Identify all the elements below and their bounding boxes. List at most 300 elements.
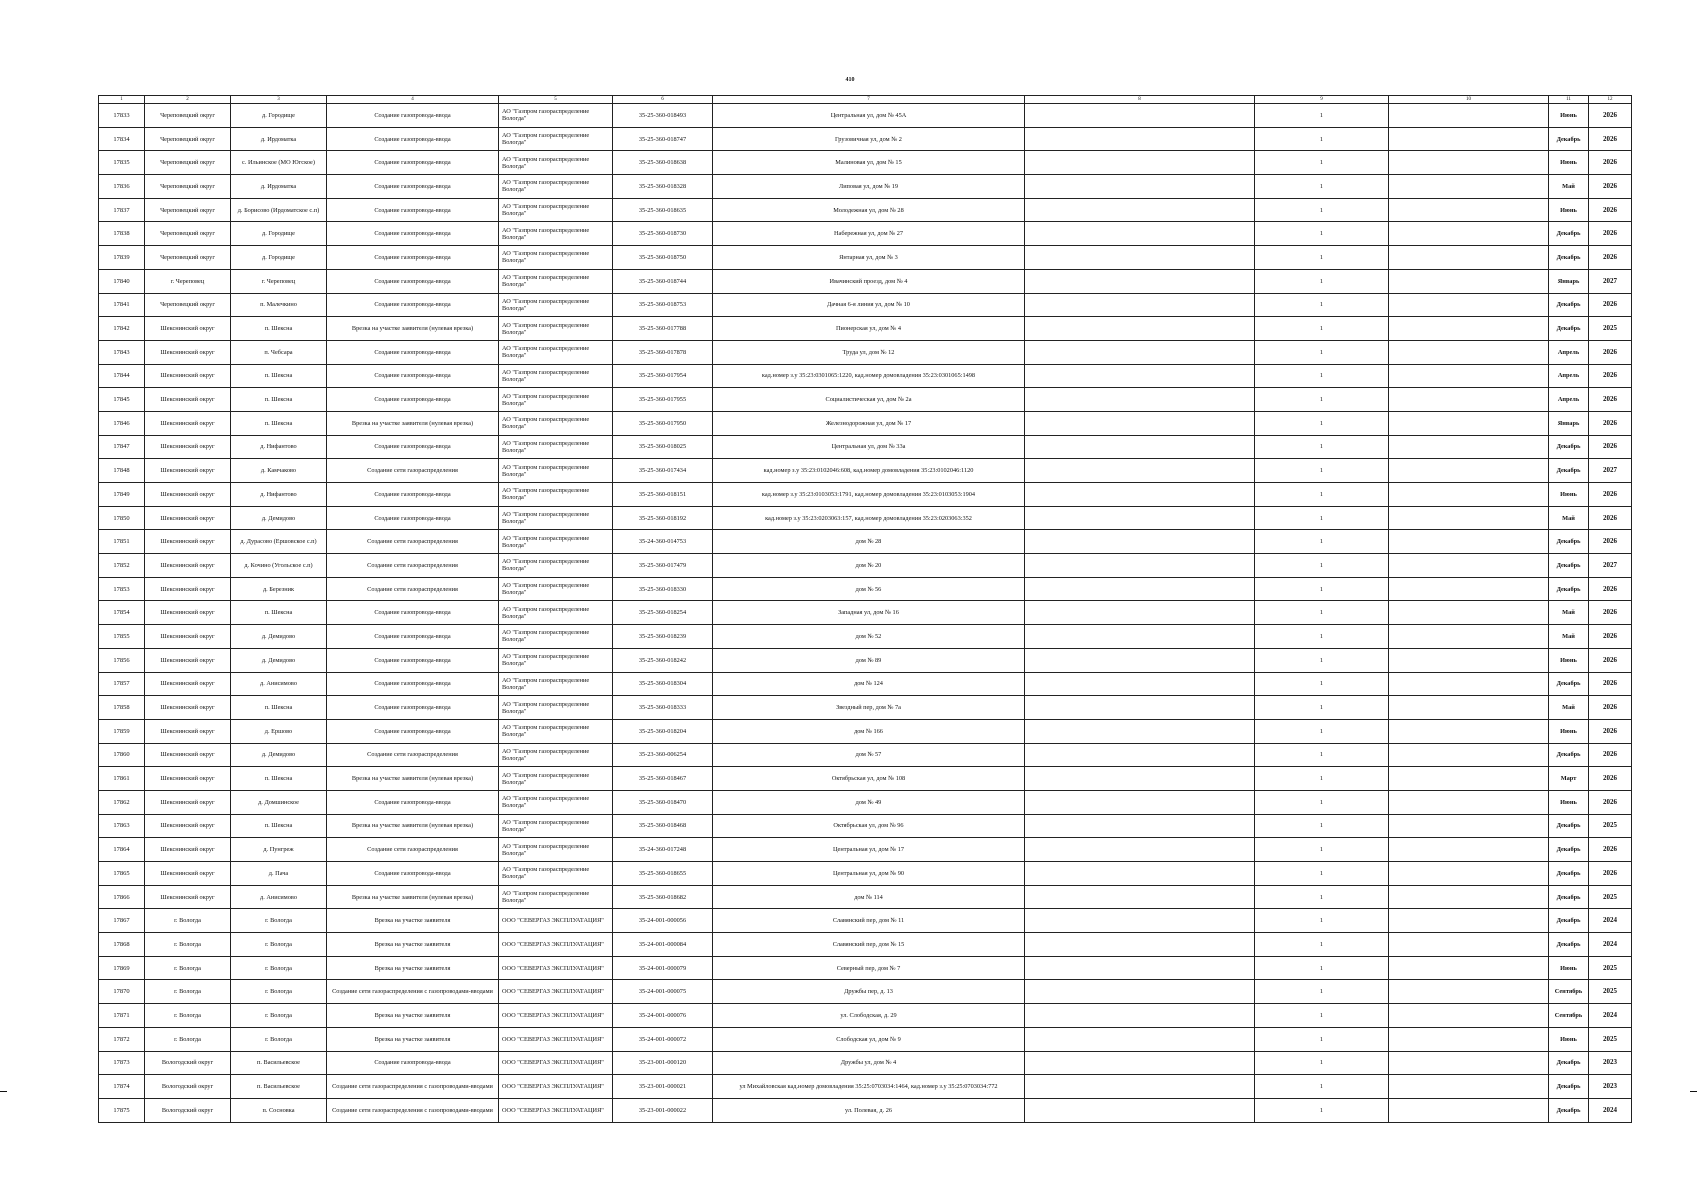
year-cell: 2026 <box>1589 530 1632 554</box>
organization-cell: АО "Газпром газораспределение Вологда" <box>499 648 613 672</box>
row-number-cell: 17858 <box>99 696 145 720</box>
organization-cell: АО "Газпром газораспределение Вологда" <box>499 483 613 507</box>
column-10-cell <box>1389 388 1549 412</box>
address-cell: кад.номер з.у 35:23:0102046:608, кад.номер домовладения 35:23:0102046:1120 <box>713 459 1025 483</box>
application-number-cell: 35-25-360-018025 <box>613 435 713 459</box>
month-cell: Декабрь <box>1549 435 1589 459</box>
district-cell: Череповецкий округ <box>145 127 231 151</box>
organization-cell: АО "Газпром газораспределение Вологда" <box>499 364 613 388</box>
column-8-cell <box>1025 506 1255 530</box>
application-number-cell: 35-25-360-018744 <box>613 269 713 293</box>
application-number-cell: 35-25-360-018655 <box>613 862 713 886</box>
work-type-cell: Создание газопровода-ввода <box>327 175 499 199</box>
address-cell: Молодежная ул, дом № 28 <box>713 198 1025 222</box>
column-8-cell <box>1025 293 1255 317</box>
row-number-cell: 17873 <box>99 1051 145 1075</box>
column-10-cell <box>1389 554 1549 578</box>
district-cell: Шекснинский округ <box>145 554 231 578</box>
quantity-cell: 1 <box>1255 1098 1389 1122</box>
work-type-cell: Создание сети газораспределения <box>327 530 499 554</box>
address-cell: дом № 28 <box>713 530 1025 554</box>
column-10-cell <box>1389 956 1549 980</box>
table-row <box>99 293 1632 317</box>
column-8-cell <box>1025 364 1255 388</box>
locality-cell: д. Камчаково <box>231 459 327 483</box>
month-cell: Декабрь <box>1549 862 1589 886</box>
district-cell: Шекснинский округ <box>145 767 231 791</box>
district-cell: Череповецкий округ <box>145 222 231 246</box>
organization-cell: АО "Газпром газораспределение Вологда" <box>499 672 613 696</box>
column-10-cell <box>1389 364 1549 388</box>
year-cell: 2026 <box>1589 672 1632 696</box>
column-8-cell <box>1025 625 1255 649</box>
quantity-cell: 1 <box>1255 956 1389 980</box>
quantity-cell: 1 <box>1255 104 1389 128</box>
column-number: 12 <box>1589 96 1632 104</box>
month-cell: Июнь <box>1549 648 1589 672</box>
district-cell: Шекснинский округ <box>145 317 231 341</box>
column-10-cell <box>1389 885 1549 909</box>
column-10-cell <box>1389 577 1549 601</box>
address-cell: дом № 57 <box>713 743 1025 767</box>
work-type-cell: Создание сети газораспределения <box>327 554 499 578</box>
application-number-cell: 35-25-360-017434 <box>613 459 713 483</box>
organization-cell: АО "Газпром газораспределение Вологда" <box>499 222 613 246</box>
table-row <box>99 269 1632 293</box>
locality-cell: г. Вологда <box>231 1027 327 1051</box>
column-10-cell <box>1389 198 1549 222</box>
quantity-cell: 1 <box>1255 909 1389 933</box>
year-cell: 2024 <box>1589 1098 1632 1122</box>
locality-cell: д. Городище <box>231 222 327 246</box>
month-cell: Декабрь <box>1549 885 1589 909</box>
month-cell: Декабрь <box>1549 1075 1589 1099</box>
work-type-cell: Врезка на участке заявителя (нулевая врезка) <box>327 411 499 435</box>
application-number-cell: 35-25-360-018468 <box>613 814 713 838</box>
month-cell: Июнь <box>1549 104 1589 128</box>
work-type-cell: Создание газопровода-ввода <box>327 364 499 388</box>
row-number-cell: 17851 <box>99 530 145 554</box>
district-cell: Вологодский округ <box>145 1098 231 1122</box>
address-cell: дом № 124 <box>713 672 1025 696</box>
application-number-cell: 35-23-001-000120 <box>613 1051 713 1075</box>
year-cell: 2025 <box>1589 1027 1632 1051</box>
address-cell: Набережная ул, дом № 27 <box>713 222 1025 246</box>
locality-cell: п. Чебсара <box>231 340 327 364</box>
year-cell: 2026 <box>1589 364 1632 388</box>
quantity-cell: 1 <box>1255 767 1389 791</box>
quantity-cell: 1 <box>1255 933 1389 957</box>
quantity-cell: 1 <box>1255 483 1389 507</box>
district-cell: Шекснинский округ <box>145 743 231 767</box>
column-10-cell <box>1389 1051 1549 1075</box>
column-10-cell <box>1389 696 1549 720</box>
application-number-cell: 35-25-360-018635 <box>613 198 713 222</box>
column-8-cell <box>1025 933 1255 957</box>
column-8-cell <box>1025 648 1255 672</box>
year-cell: 2026 <box>1589 838 1632 862</box>
column-10-cell <box>1389 175 1549 199</box>
month-cell: Декабрь <box>1549 459 1589 483</box>
address-cell: Северный пер, дом № 7 <box>713 956 1025 980</box>
application-number-cell: 35-25-360-017878 <box>613 340 713 364</box>
district-cell: г. Вологда <box>145 1027 231 1051</box>
row-number-cell: 17838 <box>99 222 145 246</box>
organization-cell: АО "Газпром газораспределение Вологда" <box>499 293 613 317</box>
organization-cell: ООО "СЕВЕРГАЗ ЭКСПЛУАТАЦИЯ" <box>499 1004 613 1028</box>
work-type-cell: Врезка на участке заявителя (нулевая врезка) <box>327 767 499 791</box>
column-8-cell <box>1025 838 1255 862</box>
work-type-cell: Создание газопровода-ввода <box>327 388 499 412</box>
organization-cell: АО "Газпром газораспределение Вологда" <box>499 246 613 270</box>
table-row <box>99 246 1632 270</box>
organization-cell: АО "Газпром газораспределение Вологда" <box>499 317 613 341</box>
work-type-cell: Врезка на участке заявителя (нулевая врезка) <box>327 885 499 909</box>
quantity-cell: 1 <box>1255 719 1389 743</box>
quantity-cell: 1 <box>1255 1075 1389 1099</box>
address-cell: Центральная ул, дом № 33а <box>713 435 1025 459</box>
locality-cell: п. Васильевское <box>231 1075 327 1099</box>
row-number-cell: 17837 <box>99 198 145 222</box>
application-number-cell: 35-25-360-017950 <box>613 411 713 435</box>
column-8-cell <box>1025 790 1255 814</box>
column-8-cell <box>1025 577 1255 601</box>
organization-cell: АО "Газпром газораспределение Вологда" <box>499 696 613 720</box>
column-10-cell <box>1389 1027 1549 1051</box>
district-cell: г. Вологда <box>145 956 231 980</box>
year-cell: 2026 <box>1589 151 1632 175</box>
organization-cell: ООО "СЕВЕРГАЗ ЭКСПЛУАТАЦИЯ" <box>499 980 613 1004</box>
organization-cell: АО "Газпром газораспределение Вологда" <box>499 151 613 175</box>
address-cell: Славянский пер, дом № 15 <box>713 933 1025 957</box>
district-cell: Череповецкий округ <box>145 104 231 128</box>
locality-cell: д. Демидово <box>231 743 327 767</box>
table-row <box>99 198 1632 222</box>
work-type-cell: Создание газопровода-ввода <box>327 506 499 530</box>
year-cell: 2026 <box>1589 340 1632 364</box>
address-cell: Труда ул, дом № 12 <box>713 340 1025 364</box>
organization-cell: АО "Газпром газораспределение Вологда" <box>499 127 613 151</box>
year-cell: 2026 <box>1589 198 1632 222</box>
application-number-cell: 35-24-001-000056 <box>613 909 713 933</box>
organization-cell: АО "Газпром газораспределение Вологда" <box>499 767 613 791</box>
table-row <box>99 601 1632 625</box>
column-8-cell <box>1025 672 1255 696</box>
quantity-cell: 1 <box>1255 885 1389 909</box>
district-cell: Череповецкий округ <box>145 293 231 317</box>
row-number-cell: 17845 <box>99 388 145 412</box>
year-cell: 2025 <box>1589 885 1632 909</box>
locality-cell: д. Ершово <box>231 719 327 743</box>
address-cell: Ивачинский проезд, дом № 4 <box>713 269 1025 293</box>
district-cell: Шекснинский округ <box>145 862 231 886</box>
column-10-cell <box>1389 435 1549 459</box>
table-row <box>99 317 1632 341</box>
column-8-cell <box>1025 317 1255 341</box>
table-row <box>99 554 1632 578</box>
address-cell: Славянский пер, дом № 11 <box>713 909 1025 933</box>
table-row <box>99 151 1632 175</box>
work-type-cell: Создание сети газораспределения с газопроводами-вводами <box>327 980 499 1004</box>
organization-cell: АО "Газпром газораспределение Вологда" <box>499 601 613 625</box>
district-cell: г. Вологда <box>145 933 231 957</box>
month-cell: Декабрь <box>1549 293 1589 317</box>
organization-cell: АО "Газпром газораспределение Вологда" <box>499 340 613 364</box>
district-cell: Шекснинский округ <box>145 719 231 743</box>
column-10-cell <box>1389 1004 1549 1028</box>
year-cell: 2026 <box>1589 743 1632 767</box>
organization-cell: ООО "СЕВЕРГАЗ ЭКСПЛУАТАЦИЯ" <box>499 956 613 980</box>
application-number-cell: 35-25-360-018151 <box>613 483 713 507</box>
application-number-cell: 35-25-360-018638 <box>613 151 713 175</box>
locality-cell: г. Вологда <box>231 909 327 933</box>
table-row <box>99 1075 1632 1099</box>
application-number-cell: 35-24-001-000076 <box>613 1004 713 1028</box>
month-cell: Декабрь <box>1549 1051 1589 1075</box>
work-type-cell: Создание газопровода-ввода <box>327 696 499 720</box>
locality-cell: д. Ирдоматка <box>231 127 327 151</box>
table-row <box>99 577 1632 601</box>
table-row <box>99 743 1632 767</box>
quantity-cell: 1 <box>1255 435 1389 459</box>
organization-cell: АО "Газпром газораспределение Вологда" <box>499 885 613 909</box>
quantity-cell: 1 <box>1255 1004 1389 1028</box>
work-type-cell: Создание газопровода-ввода <box>327 672 499 696</box>
year-cell: 2025 <box>1589 317 1632 341</box>
organization-cell: АО "Газпром газораспределение Вологда" <box>499 554 613 578</box>
application-number-cell: 35-23-360-006254 <box>613 743 713 767</box>
address-cell: Центральная ул, дом № 17 <box>713 838 1025 862</box>
work-type-cell: Создание газопровода-ввода <box>327 222 499 246</box>
address-cell: дом № 52 <box>713 625 1025 649</box>
organization-cell: АО "Газпром газораспределение Вологда" <box>499 104 613 128</box>
organization-cell: ООО "СЕВЕРГАЗ ЭКСПЛУАТАЦИЯ" <box>499 1098 613 1122</box>
row-number-cell: 17869 <box>99 956 145 980</box>
address-cell: Железнодорожная ул, дом № 17 <box>713 411 1025 435</box>
month-cell: Декабрь <box>1549 743 1589 767</box>
address-cell: Пионерская ул, дом № 4 <box>713 317 1025 341</box>
address-cell: Грузовичная ул, дом № 2 <box>713 127 1025 151</box>
quantity-cell: 1 <box>1255 175 1389 199</box>
application-number-cell: 35-25-360-018493 <box>613 104 713 128</box>
district-cell: Шекснинский округ <box>145 885 231 909</box>
address-cell: Малиновая ул, дом № 15 <box>713 151 1025 175</box>
application-number-cell: 35-25-360-017788 <box>613 317 713 341</box>
district-cell: Шекснинский округ <box>145 577 231 601</box>
table-row <box>99 340 1632 364</box>
organization-cell: ООО "СЕВЕРГАЗ ЭКСПЛУАТАЦИЯ" <box>499 1027 613 1051</box>
month-cell: Декабрь <box>1549 246 1589 270</box>
table-row <box>99 933 1632 957</box>
month-cell: Апрель <box>1549 388 1589 412</box>
work-type-cell: Врезка на участке заявителя <box>327 1027 499 1051</box>
column-10-cell <box>1389 269 1549 293</box>
row-number-cell: 17866 <box>99 885 145 909</box>
row-number-cell: 17868 <box>99 933 145 957</box>
year-cell: 2024 <box>1589 909 1632 933</box>
table-row <box>99 625 1632 649</box>
organization-cell: АО "Газпром газораспределение Вологда" <box>499 198 613 222</box>
locality-cell: д. Городище <box>231 246 327 270</box>
column-8-cell <box>1025 151 1255 175</box>
year-cell: 2026 <box>1589 293 1632 317</box>
column-10-cell <box>1389 648 1549 672</box>
column-10-cell <box>1389 127 1549 151</box>
district-cell: Шекснинский округ <box>145 696 231 720</box>
column-8-cell <box>1025 483 1255 507</box>
address-cell: кад.номер з.у 35:23:0103053:1791, кад.номер домовладения 35:23:0103053:1904 <box>713 483 1025 507</box>
quantity-cell: 1 <box>1255 696 1389 720</box>
table-row <box>99 909 1632 933</box>
work-type-cell: Врезка на участке заявителя (нулевая врезка) <box>327 317 499 341</box>
organization-cell: ООО "СЕВЕРГАЗ ЭКСПЛУАТАЦИЯ" <box>499 1051 613 1075</box>
column-8-cell <box>1025 909 1255 933</box>
district-cell: Череповецкий округ <box>145 246 231 270</box>
district-cell: Шекснинский округ <box>145 838 231 862</box>
district-cell: Вологодский округ <box>145 1051 231 1075</box>
month-cell: Май <box>1549 175 1589 199</box>
address-cell: Янтарная ул, дом № 3 <box>713 246 1025 270</box>
year-cell: 2026 <box>1589 719 1632 743</box>
row-number-cell: 17847 <box>99 435 145 459</box>
address-cell: ул. Полевая, д. 26 <box>713 1098 1025 1122</box>
work-type-cell: Врезка на участке заявителя <box>327 909 499 933</box>
row-number-cell: 17850 <box>99 506 145 530</box>
row-number-cell: 17860 <box>99 743 145 767</box>
district-cell: Шекснинский округ <box>145 601 231 625</box>
quantity-cell: 1 <box>1255 151 1389 175</box>
table-row <box>99 814 1632 838</box>
work-type-cell: Создание газопровода-ввода <box>327 293 499 317</box>
month-cell: Апрель <box>1549 340 1589 364</box>
column-10-cell <box>1389 743 1549 767</box>
application-number-cell: 35-25-360-018204 <box>613 719 713 743</box>
month-cell: Январь <box>1549 269 1589 293</box>
year-cell: 2026 <box>1589 506 1632 530</box>
district-cell: Шекснинский округ <box>145 790 231 814</box>
row-number-cell: 17862 <box>99 790 145 814</box>
column-number: 11 <box>1549 96 1589 104</box>
row-number-cell: 17872 <box>99 1027 145 1051</box>
year-cell: 2024 <box>1589 933 1632 957</box>
month-cell: Декабрь <box>1549 530 1589 554</box>
month-cell: Сентябрь <box>1549 980 1589 1004</box>
locality-cell: д. Дурасово (Ершовское с.п) <box>231 530 327 554</box>
locality-cell: п. Васильевское <box>231 1051 327 1075</box>
table-row <box>99 719 1632 743</box>
application-number-cell: 35-25-360-018192 <box>613 506 713 530</box>
quantity-cell: 1 <box>1255 648 1389 672</box>
quantity-cell: 1 <box>1255 340 1389 364</box>
locality-cell: п. Шексна <box>231 388 327 412</box>
row-number-cell: 17854 <box>99 601 145 625</box>
year-cell: 2027 <box>1589 269 1632 293</box>
application-number-cell: 35-25-360-018239 <box>613 625 713 649</box>
column-8-cell <box>1025 269 1255 293</box>
organization-cell: ООО "СЕВЕРГАЗ ЭКСПЛУАТАЦИЯ" <box>499 909 613 933</box>
quantity-cell: 1 <box>1255 1051 1389 1075</box>
work-type-cell: Создание газопровода-ввода <box>327 862 499 886</box>
year-cell: 2027 <box>1589 554 1632 578</box>
year-cell: 2024 <box>1589 1004 1632 1028</box>
work-type-cell: Врезка на участке заявителя <box>327 1004 499 1028</box>
column-10-cell <box>1389 246 1549 270</box>
column-8-cell <box>1025 435 1255 459</box>
column-8-cell <box>1025 340 1255 364</box>
organization-cell: АО "Газпром газораспределение Вологда" <box>499 719 613 743</box>
row-number-cell: 17852 <box>99 554 145 578</box>
locality-cell: п. Шексна <box>231 767 327 791</box>
locality-cell: д. Демидово <box>231 506 327 530</box>
column-number: 1 <box>99 96 145 104</box>
quantity-cell: 1 <box>1255 672 1389 696</box>
organization-cell: АО "Газпром газораспределение Вологда" <box>499 506 613 530</box>
address-cell: дом № 89 <box>713 648 1025 672</box>
work-type-cell: Создание газопровода-ввода <box>327 104 499 128</box>
month-cell: Декабрь <box>1549 577 1589 601</box>
address-cell: ул Михайловская кад.номер домовладения 35:25:0703034:1464, кад.номер з.у 35:25:0703034:772 <box>713 1075 1025 1099</box>
locality-cell: п. Шексна <box>231 317 327 341</box>
locality-cell: д. Березник <box>231 577 327 601</box>
column-10-cell <box>1389 767 1549 791</box>
column-number: 6 <box>613 96 713 104</box>
locality-cell: г. Вологда <box>231 956 327 980</box>
address-cell: Липовая ул, дом № 19 <box>713 175 1025 199</box>
month-cell: Июнь <box>1549 483 1589 507</box>
month-cell: Июнь <box>1549 198 1589 222</box>
application-number-cell: 35-25-360-018467 <box>613 767 713 791</box>
organization-cell: АО "Газпром газораспределение Вологда" <box>499 269 613 293</box>
row-number-cell: 17856 <box>99 648 145 672</box>
column-10-cell <box>1389 625 1549 649</box>
row-number-cell: 17864 <box>99 838 145 862</box>
column-10-cell <box>1389 862 1549 886</box>
left-margin-mark <box>0 1091 7 1092</box>
locality-cell: д. Нифантово <box>231 483 327 507</box>
organization-cell: АО "Газпром газораспределение Вологда" <box>499 175 613 199</box>
address-cell: дом № 166 <box>713 719 1025 743</box>
table-row <box>99 790 1632 814</box>
table-row <box>99 672 1632 696</box>
year-cell: 2026 <box>1589 127 1632 151</box>
column-8-cell <box>1025 530 1255 554</box>
row-number-cell: 17874 <box>99 1075 145 1099</box>
column-10-cell <box>1389 530 1549 554</box>
locality-cell: д. Демидово <box>231 648 327 672</box>
row-number-cell: 17861 <box>99 767 145 791</box>
locality-cell: д. Нифантово <box>231 435 327 459</box>
quantity-cell: 1 <box>1255 317 1389 341</box>
month-cell: Июнь <box>1549 1027 1589 1051</box>
locality-cell: п. Шексна <box>231 364 327 388</box>
application-number-cell: 35-25-360-017479 <box>613 554 713 578</box>
work-type-cell: Создание сети газораспределения <box>327 577 499 601</box>
column-10-cell <box>1389 814 1549 838</box>
column-10-cell <box>1389 790 1549 814</box>
table-row <box>99 388 1632 412</box>
column-8-cell <box>1025 885 1255 909</box>
locality-cell: д. Городище <box>231 104 327 128</box>
column-number: 7 <box>713 96 1025 104</box>
organization-cell: ООО "СЕВЕРГАЗ ЭКСПЛУАТАЦИЯ" <box>499 933 613 957</box>
organization-cell: АО "Газпром газораспределение Вологда" <box>499 435 613 459</box>
locality-cell: п. Сосновка <box>231 1098 327 1122</box>
row-number-cell: 17863 <box>99 814 145 838</box>
month-cell: Декабрь <box>1549 317 1589 341</box>
locality-cell: д. Пунгреж <box>231 838 327 862</box>
column-10-cell <box>1389 1098 1549 1122</box>
year-cell: 2026 <box>1589 388 1632 412</box>
